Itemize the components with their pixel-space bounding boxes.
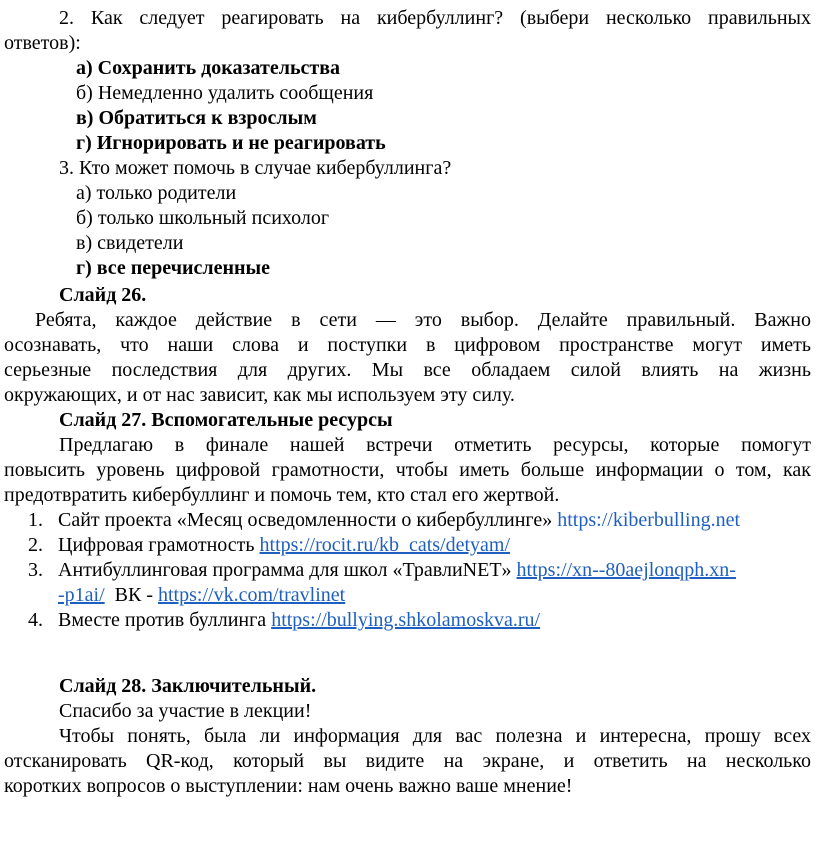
list-number: 1. xyxy=(28,509,43,531)
list-number: 3. xyxy=(28,559,43,581)
slide-28-title: Слайд 28. Заключительный. xyxy=(59,675,317,697)
resource-text: Вместе против буллинга xyxy=(58,609,272,631)
slide-28-paragraph-line: Чтобы понять, была ли информация для вас полезна и интересна, прошу всех xyxy=(59,725,811,747)
slide-26-paragraph-line: окружающих, и от нас зависит, как мы используем эту силу. xyxy=(4,384,515,406)
resource-text: Цифровая грамотность xyxy=(58,534,260,556)
slide-27-paragraph-line: предотвратить кибербуллинг и помочь тем, кто стал его жертвой. xyxy=(4,484,560,506)
q2-option-a: а) Сохранить доказательства xyxy=(76,57,341,79)
slide-26-title: Слайд 26. xyxy=(59,284,147,306)
resource-text: Сайт проекта «Месяц осведомленности о кибербуллинге» xyxy=(58,509,558,531)
resource-link[interactable]: https://kiberbulling.net xyxy=(557,509,741,531)
slide-27-paragraph-line: Предлагаю в финале нашей встречи отметить ресурсы, которые помогут xyxy=(59,434,811,456)
q2-option-c: в) Обратиться к взрослым xyxy=(76,107,317,129)
resource-link-cont[interactable]: -p1ai/ xyxy=(58,584,105,606)
resource-link[interactable]: https://rocit.ru/kb_cats/detyam/ xyxy=(259,534,511,556)
slide-26-paragraph-line: Ребята, каждое действие в сети — это выбор. Делайте правильный. Важно xyxy=(35,309,811,331)
slide-26-paragraph-line: серьезные последствия для других. Мы все обладаем силой влиять на жизнь xyxy=(4,359,811,381)
slide-28-paragraph-line: коротких вопросов о выступлении: нам очень важно ваше мнение! xyxy=(4,775,573,797)
q3-option-d: г) все перечисленные xyxy=(76,257,271,279)
question-2-text-cont: ответов): xyxy=(4,32,81,54)
resource-item-2 xyxy=(28,533,510,558)
q3-option-c: в) свидетели xyxy=(76,232,184,254)
resource-item-1 xyxy=(28,508,740,533)
list-number: 2. xyxy=(28,534,43,556)
slide-27-title: Слайд 27. Вспомогательные ресурсы xyxy=(59,409,393,431)
slide-27-paragraph-line: повысить уровень цифровой грамотности, чтобы иметь больше информации о том, как xyxy=(4,459,811,481)
list-number: 4. xyxy=(28,609,43,631)
resource-link[interactable]: https://xn--80aejlonqph.xn- xyxy=(516,559,736,581)
slide-28-paragraph-line: отсканировать QR-код, который вы видите на экране, и ответить на несколько xyxy=(4,750,811,772)
question-3-text: 3. Кто может помочь в случае кибербуллинга? xyxy=(59,157,452,179)
resource-link[interactable]: https://bullying.shkolamoskva.ru/ xyxy=(271,609,541,631)
slide-26-paragraph-line: осознавать, что наши слова и поступки в цифровом пространстве могут иметь xyxy=(4,334,811,356)
q3-option-a: а) только родители xyxy=(76,182,237,204)
resource-item-3-cont xyxy=(58,583,345,608)
slide-28-thanks: Спасибо за участие в лекции! xyxy=(59,700,312,722)
q2-option-d: г) Игнорировать и не реагировать xyxy=(76,132,386,154)
resource-text: Антибуллинговая программа для школ «ТравлиNET» xyxy=(58,559,517,581)
vk-link[interactable]: https://vk.com/travlinet xyxy=(158,584,346,606)
question-2-text: 2. Как следует реагировать на кибербуллинг? (выбери несколько правильных xyxy=(59,7,811,29)
q2-option-b: б) Немедленно удалить сообщения xyxy=(76,82,374,104)
q3-option-b: б) только школьный психолог xyxy=(76,207,330,229)
resource-item-3 xyxy=(28,558,736,583)
resource-item-4 xyxy=(28,608,540,633)
vk-label: ВК - xyxy=(104,584,158,606)
